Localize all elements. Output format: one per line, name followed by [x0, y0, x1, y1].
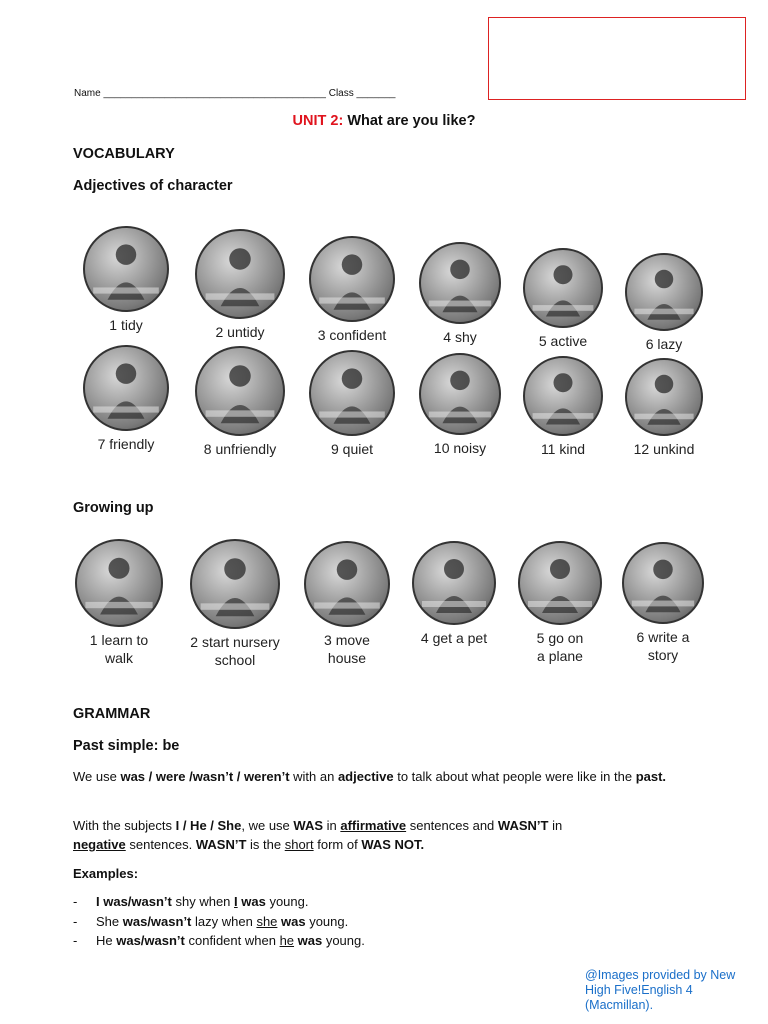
image-credit: @Images provided by New High Five!English 4 (Macmillan).	[585, 968, 736, 1012]
item-word: active	[550, 333, 588, 349]
item-number: 6	[636, 629, 649, 645]
picture-card	[404, 541, 504, 647]
picture-caption	[614, 440, 714, 458]
picture-card	[76, 345, 176, 453]
example-2: - She was/wasn’t lazy when she was young.	[73, 912, 365, 932]
item-number: 11	[540, 441, 560, 457]
class-label: Class	[328, 88, 354, 99]
item-word: lazy	[657, 336, 683, 352]
item-word: start nursery	[201, 634, 280, 650]
name-label: Name	[74, 88, 101, 99]
picture-caption	[190, 323, 290, 341]
picture-caption	[613, 628, 713, 664]
illustration-image	[309, 350, 395, 436]
picture-card	[613, 542, 713, 664]
illustration-image	[83, 226, 169, 312]
item-number: 1	[89, 632, 102, 648]
illustration-image	[419, 353, 501, 435]
picture-card	[69, 539, 169, 667]
picture-card	[410, 242, 510, 346]
illustration-image	[523, 356, 603, 436]
item-number: 12	[633, 441, 654, 457]
item-number: 3	[317, 327, 330, 343]
item-number: 10	[433, 440, 454, 456]
picture-caption	[410, 328, 510, 346]
picture-caption	[404, 629, 504, 647]
picture-caption	[185, 633, 285, 669]
picture-card	[410, 353, 510, 457]
item-word: move	[335, 632, 370, 648]
picture-card	[614, 253, 714, 353]
name-field[interactable]: ________________________________________	[103, 88, 326, 99]
picture-card	[185, 539, 285, 669]
picture-caption	[513, 440, 613, 458]
picture-caption	[190, 440, 290, 458]
item-number: 2	[190, 634, 202, 650]
illustration-image	[419, 242, 501, 324]
picture-caption	[410, 439, 510, 457]
illustration-image	[625, 253, 703, 331]
item-number: 1	[109, 317, 121, 333]
item-number: 4	[420, 630, 433, 646]
illustration-image	[75, 539, 163, 627]
picture-card	[302, 236, 402, 344]
picture-caption	[302, 440, 402, 458]
picture-card	[510, 541, 610, 665]
item-number: 8	[203, 441, 216, 457]
class-field[interactable]: _______	[356, 88, 396, 99]
illustration-image	[622, 542, 704, 624]
grammar-paragraph-2: With the subjects I / He / She, we use WAS in affirmative sentences and WASN’T in negative sentences. WASN’T is the short form of WAS NOT.	[73, 818, 563, 852]
illustration-image	[309, 236, 395, 322]
examples-list	[73, 892, 365, 951]
mark-box	[488, 17, 746, 100]
picture-card	[614, 358, 714, 458]
item-number: 6	[645, 336, 658, 352]
examples-label: Examples:	[73, 866, 139, 881]
illustration-image	[518, 541, 602, 625]
item-word-line2: house	[327, 650, 367, 666]
illustration-image	[190, 539, 280, 629]
item-word: tidy	[120, 317, 143, 333]
illustration-image	[304, 541, 390, 627]
item-word: get a pet	[432, 630, 488, 646]
grammar-paragraph-1: We use was / were /wasn’t / weren’t with an adjective to talk about what people were like in the past.	[73, 769, 667, 784]
item-word: go on	[548, 630, 584, 646]
item-word: learn to	[101, 632, 149, 648]
item-number: 7	[97, 436, 110, 452]
picture-card	[190, 346, 290, 458]
item-number: 2	[215, 324, 228, 340]
item-word-line2: walk	[104, 650, 133, 666]
picture-card	[297, 541, 397, 667]
item-word: confident	[329, 327, 387, 343]
item-word: noisy	[453, 440, 487, 456]
item-word: untidy	[227, 324, 265, 340]
picture-caption	[513, 332, 613, 350]
item-word: friendly	[109, 436, 155, 452]
unit-label: UNIT 2:	[292, 113, 344, 129]
picture-card	[513, 356, 613, 458]
unit-title: What are you like?	[347, 113, 476, 129]
picture-card	[513, 248, 613, 350]
item-word-line2: story	[647, 647, 679, 663]
item-number: 9	[330, 441, 343, 457]
vocabulary-heading: VOCABULARY	[73, 146, 175, 162]
example-1: - I was/wasn’t shy when I was young.	[73, 892, 365, 912]
past-simple-heading: Past simple: be	[73, 738, 180, 754]
example-3: - He was/wasn’t confident when he was young.	[73, 931, 365, 951]
item-word-line2: a plane	[537, 648, 583, 664]
picture-caption	[302, 326, 402, 344]
picture-caption	[510, 629, 610, 665]
picture-caption	[297, 631, 397, 667]
item-number: 5	[536, 630, 549, 646]
item-word: unfriendly	[215, 441, 277, 457]
picture-card	[76, 226, 176, 334]
item-word-line2: school	[214, 652, 256, 668]
item-number: 3	[324, 632, 336, 648]
illustration-image	[523, 248, 603, 328]
grammar-heading: GRAMMAR	[73, 706, 151, 722]
picture-card	[302, 350, 402, 458]
picture-caption	[76, 435, 176, 453]
item-word: shy	[454, 329, 477, 345]
item-number: 5	[538, 333, 551, 349]
illustration-image	[625, 358, 703, 436]
page-title	[0, 113, 768, 129]
item-word: write a	[648, 629, 690, 645]
picture-card	[190, 229, 290, 341]
illustration-image	[195, 346, 285, 436]
illustration-image	[195, 229, 285, 319]
growing-up-heading: Growing up	[73, 500, 154, 516]
picture-caption	[69, 631, 169, 667]
illustration-image	[412, 541, 496, 625]
item-word: unkind	[653, 441, 695, 457]
illustration-image	[83, 345, 169, 431]
picture-caption	[76, 316, 176, 334]
item-number: 4	[443, 329, 455, 345]
picture-caption	[614, 335, 714, 353]
name-class-line	[74, 88, 395, 99]
item-word: quiet	[342, 441, 374, 457]
item-word: kind	[559, 441, 586, 457]
adjectives-heading: Adjectives of character	[73, 178, 233, 194]
